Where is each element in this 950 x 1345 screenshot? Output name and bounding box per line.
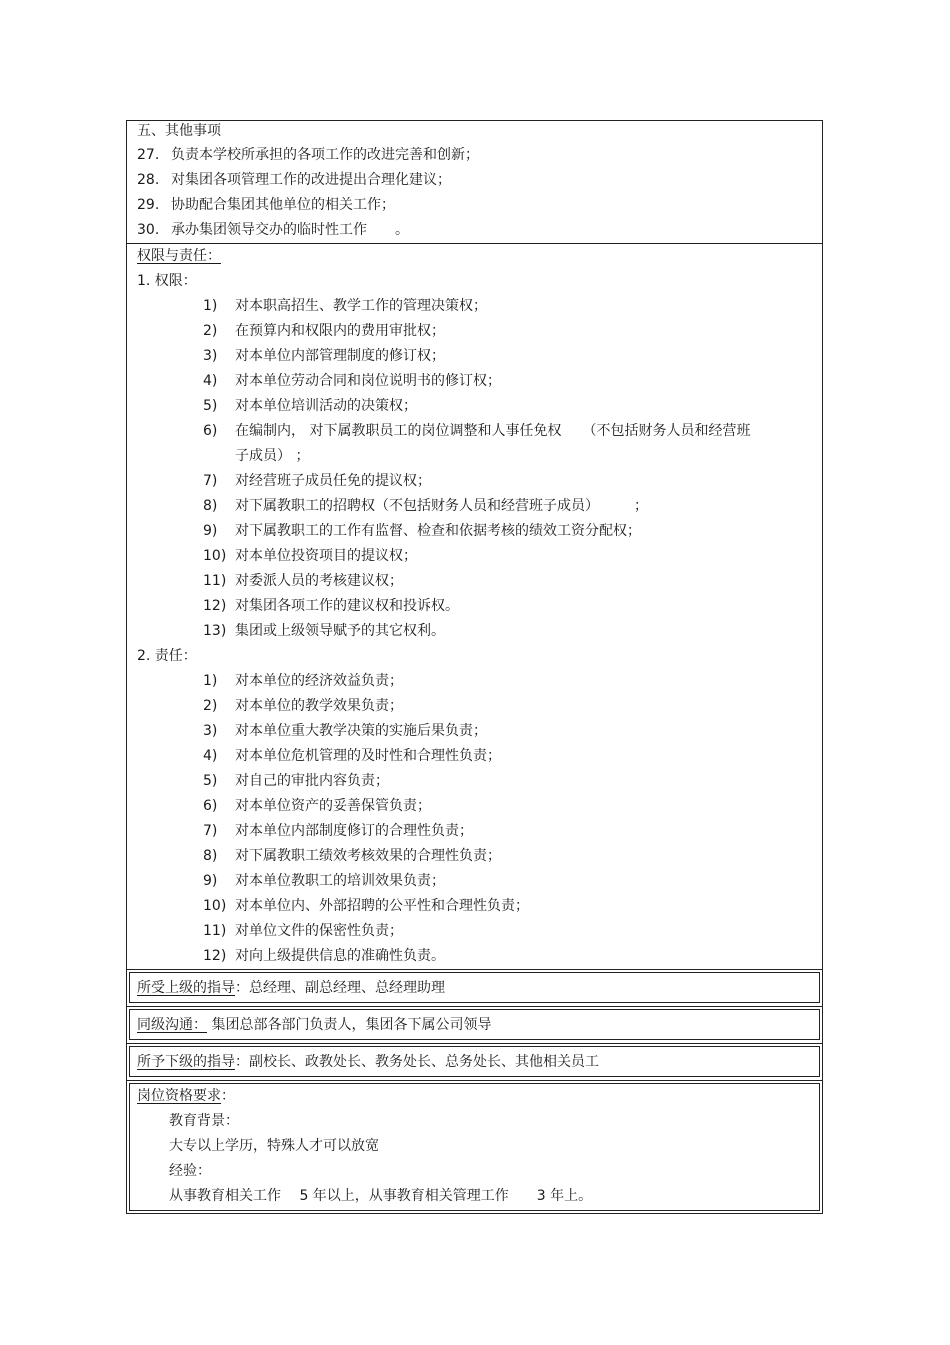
subordinate-label: 所予下级的指导 — [137, 1054, 235, 1070]
item-number: 3) — [203, 723, 218, 739]
item-number: 8) — [203, 848, 218, 864]
item-text: 协助配合集团其他单位的相关工作； — [171, 197, 395, 213]
qualification-colon: ： — [221, 1088, 235, 1104]
superior-value: ：总经理、副总经理、总经理助理 — [235, 980, 445, 996]
right-item — [127, 394, 822, 419]
item-text: 对下属教职工的招聘权（不包括财务人员和经营班子成员） ； — [235, 498, 648, 514]
authority-heading: 权限与责任： — [137, 248, 221, 264]
right-item — [127, 294, 822, 319]
item-number: 6) — [203, 423, 218, 439]
education-value: 大专以上学历，特殊人才可以放宽 — [169, 1138, 379, 1154]
item-text: 对本单位重大教学决策的实施后果负责； — [235, 723, 487, 739]
peer-value: 集团总部各部门负责人，集团各下属公司领导 — [207, 1017, 492, 1033]
item-number: 2) — [203, 698, 218, 714]
item-text: 对本单位劳动合同和岗位说明书的修订权； — [235, 373, 501, 389]
duty-item — [127, 844, 822, 869]
item-number: 10) — [203, 548, 227, 564]
duty-item — [127, 719, 822, 744]
item-number: 1) — [203, 298, 218, 314]
item-text: 在编制内， 对下属教职员工的岗位调整和人事任免权 （不包括财务人员和经营班 — [235, 423, 751, 439]
item-number: 5) — [203, 773, 218, 789]
duties-title: 2. 责任： — [137, 648, 197, 664]
item-text: 对本单位的教学效果负责； — [235, 698, 403, 714]
item-number: 8) — [203, 498, 218, 514]
other-matter-item — [127, 218, 822, 243]
item-number: 10) — [203, 898, 227, 914]
item-number: 29. — [137, 197, 160, 213]
item-text: 在预算内和权限内的费用审批权； — [235, 323, 445, 339]
item-number: 4) — [203, 373, 218, 389]
item-number: 12) — [203, 598, 227, 614]
item-text: 对本单位资产的妥善保管负责； — [235, 798, 431, 814]
peer-communication-row — [126, 1006, 823, 1043]
subordinate-value: ：副校长、政教处长、教务处长、总务处长、其他相关员工 — [235, 1054, 599, 1070]
subordinate-guidance-row — [126, 1043, 823, 1080]
right-item — [127, 469, 822, 494]
section-heading — [127, 244, 822, 269]
item-text: 对本职高招生、教学工作的管理决策权； — [235, 298, 487, 314]
duty-item — [127, 769, 822, 794]
item-text: 对集团各项工作的建议权和投诉权。 — [235, 598, 459, 614]
item-text: 对自己的审批内容负责； — [235, 773, 389, 789]
item-text: 负责本学校所承担的各项工作的改进完善和创新； — [171, 147, 479, 163]
qualification-section — [126, 1080, 823, 1214]
experience-value: 从事教育相关工作 5 年以上，从事教育相关管理工作 3 年上。 — [169, 1188, 593, 1204]
item-number: 7) — [203, 823, 218, 839]
item-text: 对本单位危机管理的及时性和合理性负责； — [235, 748, 501, 764]
section-heading: 五、其他事项 — [137, 123, 221, 139]
item-text: 集团或上级领导赋予的其它权利。 — [235, 623, 445, 639]
right-item — [127, 369, 822, 394]
item-text: 对下属教职工的工作有监督、检查和依据考核的绩效工资分配权； — [235, 523, 641, 539]
item-number: 27. — [137, 147, 160, 163]
right-item — [127, 569, 822, 594]
duty-item — [127, 919, 822, 944]
item-number: 5) — [203, 398, 218, 414]
duty-item — [127, 694, 822, 719]
duty-item — [127, 869, 822, 894]
qualification-label: 岗位资格要求 — [137, 1088, 221, 1104]
right-item — [127, 519, 822, 544]
item-number: 3) — [203, 348, 218, 364]
item-text: 对单位文件的保密性负责； — [235, 923, 403, 939]
experience-title: 经验： — [169, 1163, 211, 1179]
peer-label: 同级沟通： — [137, 1017, 207, 1033]
rights-title: 1. 权限： — [137, 273, 197, 289]
duty-item — [127, 669, 822, 694]
authority-responsibility-section — [126, 243, 823, 969]
item-number: 11) — [203, 573, 227, 589]
duty-item — [127, 794, 822, 819]
item-number: 1) — [203, 673, 218, 689]
item-text: 对本单位内部制度修订的合理性负责； — [235, 823, 473, 839]
superior-label: 所受上级的指导 — [137, 980, 235, 996]
item-text: 对经营班子成员任免的提议权； — [235, 473, 431, 489]
job-description-table — [126, 120, 823, 1214]
item-text: 对本单位内部管理制度的修订权； — [235, 348, 445, 364]
item-text: 对本单位培训活动的决策权； — [235, 398, 417, 414]
item-text: 对向上级提供信息的准确性负责。 — [235, 948, 445, 964]
superior-guidance-row — [126, 969, 823, 1006]
item-number: 13) — [203, 623, 227, 639]
right-item — [127, 344, 822, 369]
item-number: 9) — [203, 873, 218, 889]
item-text: 对集团各项管理工作的改进提出合理化建议； — [171, 172, 451, 188]
other-matter-item — [127, 143, 822, 168]
right-item — [127, 319, 822, 344]
duty-item — [127, 819, 822, 844]
item-number: 7) — [203, 473, 218, 489]
right-item — [127, 494, 822, 519]
other-matter-item — [127, 168, 822, 193]
item-number: 28. — [137, 172, 160, 188]
other-matters-section — [126, 120, 823, 243]
right-item — [127, 619, 822, 644]
item-text-continued: 子成员） ； — [235, 448, 310, 464]
right-item — [127, 594, 822, 619]
item-number: 6) — [203, 798, 218, 814]
item-number: 2) — [203, 323, 218, 339]
duty-item — [127, 944, 822, 969]
item-number: 11) — [203, 923, 227, 939]
other-matter-item — [127, 193, 822, 218]
right-item — [127, 419, 822, 444]
item-text: 对本单位内、外部招聘的公平性和合理性负责； — [235, 898, 529, 914]
duty-item — [127, 744, 822, 769]
duty-item — [127, 894, 822, 919]
right-item — [127, 544, 822, 569]
education-title: 教育背景： — [169, 1113, 239, 1129]
item-text: 对本单位的经济效益负责； — [235, 673, 403, 689]
item-text: 对本单位教职工的培训效果负责； — [235, 873, 445, 889]
item-number: 9) — [203, 523, 218, 539]
item-number: 12) — [203, 948, 227, 964]
item-text: 对委派人员的考核建议权； — [235, 573, 403, 589]
item-number: 30. — [137, 222, 160, 238]
item-text: 对本单位投资项目的提议权； — [235, 548, 417, 564]
item-number: 4) — [203, 748, 218, 764]
item-text: 对下属教职工绩效考核效果的合理性负责； — [235, 848, 501, 864]
item-text: 承办集团领导交办的临时性工作 。 — [171, 222, 409, 238]
